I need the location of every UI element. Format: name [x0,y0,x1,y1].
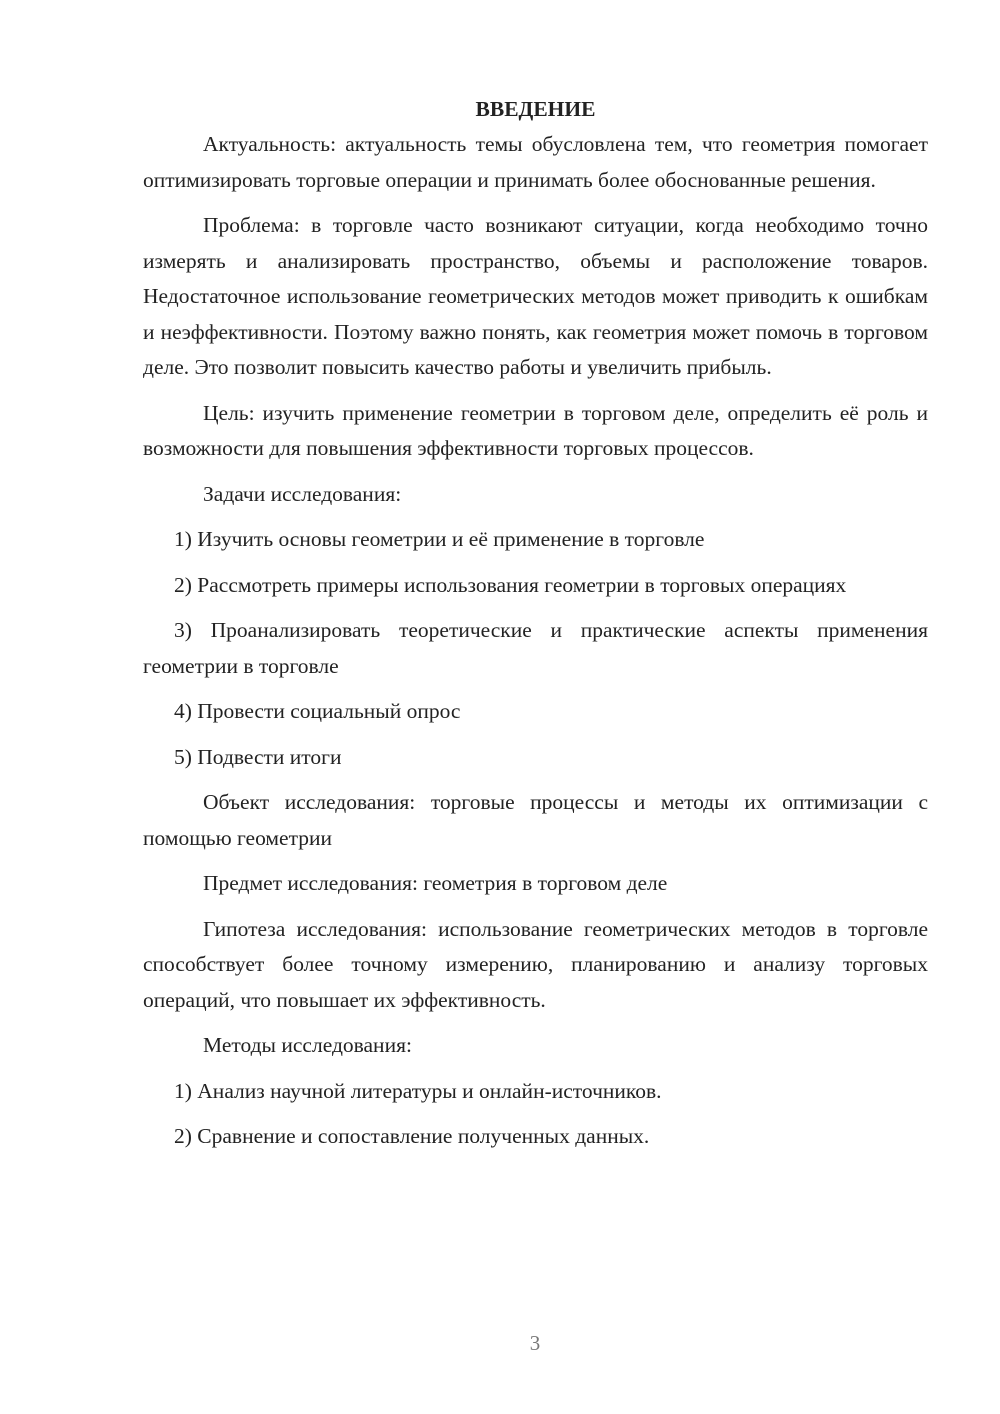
subject-paragraph: Предмет исследования: геометрия в торговом деле [203,871,668,895]
relevance-paragraph: Актуальность: актуальность темы обусловлена тем, что геометрия помогает оптимизировать торговые операции и принимать более обоснованные решения. [143,132,928,192]
methods-heading: Методы исследования: [203,1033,412,1057]
page-number: 3 [529,1331,541,1355]
method-item: 1) Анализ научной литературы и онлайн-источников. [174,1078,662,1103]
problem-paragraph: Проблема: в торговле часто возникают ситуации, когда необходимо точно измерять и анализировать пространство, объемы и расположение товаров. Недостаточное использование геометрических методов может приводить к ошибкам и неэффективности. Поэтому важно понять, как геометрия может помочь в торговом деле. Это позволит повысить качество работы и увеличить прибыль. [143,213,928,379]
goal-paragraph: Цель: изучить применение геометрии в торговом деле, определить её роль и возможности для повышения эффективности торговых процессов. [143,400,928,460]
page-title: ВВЕДЕНИЕ [475,97,596,121]
task-item: 3) Проанализировать теоретические и практические аспекты применения геометрии в торговле [143,618,928,678]
task-item: 4) Провести социальный опрос [174,699,461,723]
method-item: 2) Сравнение и сопоставление полученных данных. [174,1124,650,1148]
task-item: 5) Подвести итоги [174,744,342,769]
object-paragraph: Объект исследования: торговые процессы и методы их оптимизации с помощью геометрии [143,790,928,850]
hypothesis-paragraph: Гипотеза исследования: использование геометрических методов в торговле способствует более точному измерению, планированию и анализу торговых операций, что повышает их эффективность. [143,916,928,1012]
task-item: 2) Рассмотреть примеры использования геометрии в торговых операциях [174,572,847,597]
task-item: 1) Изучить основы геометрии и её применение в торговле [174,527,705,551]
page-content [143,92,928,1165]
tasks-heading: Задачи исследования: [203,481,402,506]
